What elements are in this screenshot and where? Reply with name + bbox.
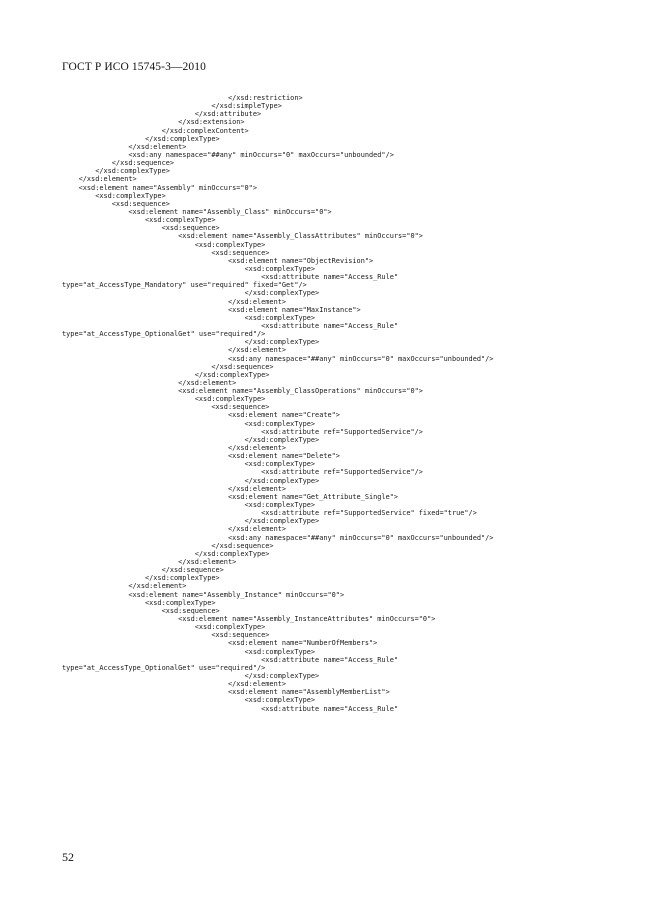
code-line: <xsd:element name="ObjectRevision"> xyxy=(62,256,374,265)
code-line: <xsd:attribute name="Access_Rule" xyxy=(62,655,399,664)
code-line: <xsd:element name="Assembly_Instance" minOccurs="0"> xyxy=(62,590,345,599)
code-line: </xsd:element> xyxy=(62,484,287,493)
code-line: <xsd:element name="Assembly_ClassAttributes" minOccurs="0"> xyxy=(62,232,423,241)
code-line: </xsd:sequence> xyxy=(62,541,274,550)
code-line: <xsd:complexType> xyxy=(62,395,266,404)
code-line: </xsd:complexType> xyxy=(62,671,320,680)
code-line: <xsd:sequence> xyxy=(62,606,220,615)
code-line: </xsd:attribute> xyxy=(62,110,262,119)
code-line: <xsd:any namespace="##any" minOccurs="0" maxOccurs="unbounded"/> xyxy=(62,354,494,363)
document-header: ГОСТ Р ИСО 15745-3—2010 xyxy=(62,61,206,73)
code-line: type="at_AccessType_Mandatory" use="required" fixed="Get"/> xyxy=(62,281,307,290)
code-line: </xsd:complexType> xyxy=(62,517,320,526)
code-line: </xsd:element> xyxy=(62,142,187,151)
code-line: </xsd:sequence> xyxy=(62,159,175,168)
code-line: <xsd:any namespace="##any" minOccurs="0" maxOccurs="unbounded"/> xyxy=(62,533,494,542)
code-line: type="at_AccessType_OptionalGet" use="required"/> xyxy=(62,330,266,339)
code-line: </xsd:complexType> xyxy=(62,370,270,379)
code-line: <xsd:element name="Assembly_ClassOperations" minOccurs="0"> xyxy=(62,387,423,396)
code-line: <xsd:element name="Get_Attribute_Single"> xyxy=(62,492,399,501)
code-line: </xsd:complexType> xyxy=(62,289,320,298)
code-line: <xsd:sequence> xyxy=(62,199,170,208)
code-line: </xsd:complexType> xyxy=(62,167,170,176)
code-line: <xsd:element name="AssemblyMemberList"> xyxy=(62,688,390,697)
code-line: </xsd:complexType> xyxy=(62,134,220,143)
code-line: <xsd:sequence> xyxy=(62,248,270,257)
code-line: type="at_AccessType_OptionalGet" use="required"/> xyxy=(62,663,266,672)
code-line: <xsd:complexType> xyxy=(62,598,216,607)
code-line: </xsd:element> xyxy=(62,525,287,534)
code-line: </xsd:complexType> xyxy=(62,435,320,444)
code-line: <xsd:sequence> xyxy=(62,224,220,233)
code-line: <xsd:complexType> xyxy=(62,460,316,469)
page-number: 52 xyxy=(62,850,74,864)
code-line: <xsd:sequence> xyxy=(62,631,270,640)
code-line: <xsd:complexType> xyxy=(62,647,316,656)
code-line: <xsd:complexType> xyxy=(62,696,316,705)
code-line: </xsd:complexType> xyxy=(62,549,270,558)
code-line: </xsd:restriction> xyxy=(62,94,303,102)
code-line: <xsd:complexType> xyxy=(62,240,266,249)
code-line: </xsd:sequence> xyxy=(62,566,224,575)
code-line: <xsd:element name="Assembly" minOccurs="0"> xyxy=(62,183,257,192)
code-line: </xsd:complexType> xyxy=(62,338,320,347)
code-line: <xsd:attribute ref="SupportedService"/> xyxy=(62,468,423,477)
code-line: </xsd:element> xyxy=(62,444,287,453)
code-line: <xsd:element name="NumberOfMembers"> xyxy=(62,639,378,648)
code-line: <xsd:attribute name="Access_Rule" xyxy=(62,273,399,282)
code-line: </xsd:extension> xyxy=(62,118,245,127)
code-line: <xsd:complexType> xyxy=(62,419,316,428)
code-line: <xsd:element name="Delete"> xyxy=(62,452,340,461)
code-line: <xsd:element name="Assembly_Class" minOccurs="0"> xyxy=(62,207,332,216)
code-line: <xsd:element name="Create"> xyxy=(62,411,340,420)
code-line: <xsd:complexType> xyxy=(62,501,316,510)
code-line: <xsd:any namespace="##any" minOccurs="0" maxOccurs="unbounded"/> xyxy=(62,150,394,159)
code-line: <xsd:attribute ref="SupportedService" fixed="true"/> xyxy=(62,509,477,518)
code-line: </xsd:element> xyxy=(62,346,287,355)
code-line: </xsd:element> xyxy=(62,378,237,387)
code-line: <xsd:element name="MaxInstance"> xyxy=(62,305,361,314)
code-line: </xsd:element> xyxy=(62,175,137,184)
code-line: <xsd:complexType> xyxy=(62,264,316,273)
code-line: </xsd:element> xyxy=(62,582,187,591)
code-line: </xsd:complexType> xyxy=(62,574,220,583)
code-line: </xsd:sequence> xyxy=(62,362,274,371)
code-line: </xsd:element> xyxy=(62,297,287,306)
code-line: <xsd:attribute ref="SupportedService"/> xyxy=(62,427,423,436)
code-line: <xsd:attribute name="Access_Rule" xyxy=(62,321,399,330)
code-line: </xsd:complexContent> xyxy=(62,126,249,135)
code-line: </xsd:complexType> xyxy=(62,476,320,485)
xsd-code-listing xyxy=(62,94,652,713)
code-line: </xsd:element> xyxy=(62,558,237,567)
code-line: <xsd:sequence> xyxy=(62,403,270,412)
code-line: <xsd:complexType> xyxy=(62,216,216,225)
code-line: </xsd:element> xyxy=(62,680,287,689)
code-line: <xsd:complexType> xyxy=(62,623,266,632)
code-line: <xsd:attribute name="Access_Rule" xyxy=(62,704,399,713)
code-line: </xsd:simpleType> xyxy=(62,102,282,111)
code-line: <xsd:element name="Assembly_InstanceAttributes" minOccurs="0"> xyxy=(62,615,436,623)
code-line: <xsd:complexType> xyxy=(62,191,166,200)
code-line: <xsd:complexType> xyxy=(62,313,316,322)
